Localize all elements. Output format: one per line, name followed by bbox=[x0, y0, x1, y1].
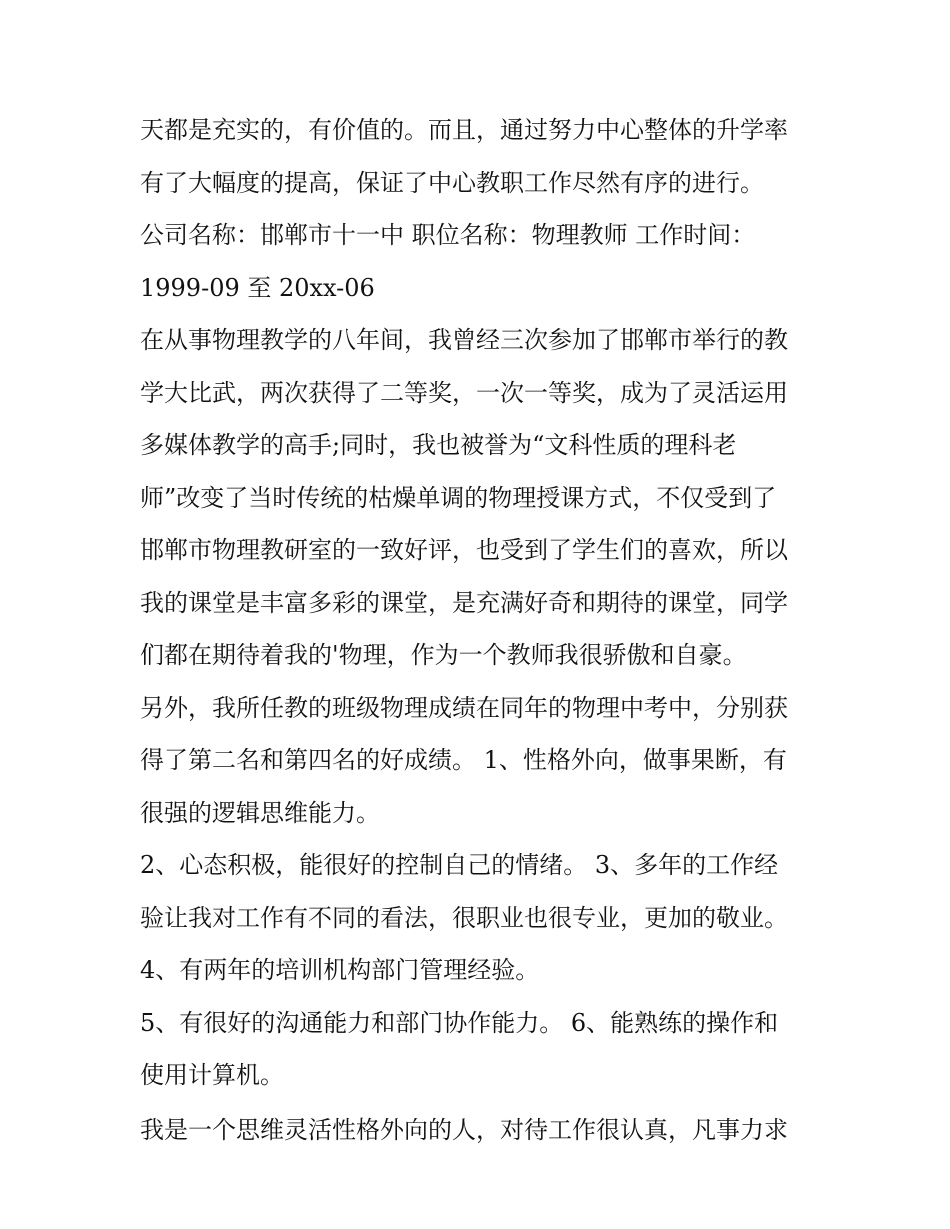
text-line: 们都在期待着我的'物理，作为一个教师我很骄傲和自豪。 bbox=[140, 641, 747, 669]
text-line: 2、心态积极，能很好的控制自己的情绪。 3、多年的工作经 bbox=[140, 851, 779, 879]
text-line: 我的课堂是丰富多彩的课堂，是充满好奇和期待的课堂，同学 bbox=[140, 588, 788, 617]
text-line: 另外，我所任教的班级物理成绩在同年的物理中考中，分别获 bbox=[140, 693, 788, 722]
text-line: 邯郸市物理教研室的一致好评，也受到了学生们的喜欢，所以 bbox=[140, 536, 788, 564]
text-line: 天都是充实的，有价值的。而且，通过努力中心整体的升学率 bbox=[140, 116, 788, 144]
text-line: 有了大幅度的提高，保证了中心教职工作尽然有序的进行。 bbox=[140, 168, 764, 197]
text-line: 5、有很好的沟通能力和部门协作能力。 6、能熟练的操作和 bbox=[140, 1008, 779, 1037]
text-line: 4、有两年的培训机构部门管理经验。 bbox=[140, 956, 540, 984]
text-line: 很强的逻辑思维能力。 bbox=[140, 798, 380, 827]
text-line: 在从事物理教学的八年间，我曾经三次参加了邯郸市举行的教 bbox=[140, 326, 788, 354]
body-text bbox=[140, 108, 830, 1160]
text-line: 得了第二名和第四名的好成绩。 1、性格外向，做事果断，有 bbox=[140, 746, 787, 774]
text-line: 学大比武，两次获得了二等奖，一次一等奖，成为了灵活运用 bbox=[140, 378, 788, 407]
text-line: 我是一个思维灵活性格外向的人，对待工作很认真，凡事力求 bbox=[140, 1115, 788, 1144]
text-line: 公司名称：邯郸市十一中 职位名称：物理教师 工作时间： bbox=[140, 221, 756, 249]
text-line: 师”改变了当时传统的枯燥单调的物理授课方式，不仅受到了 bbox=[140, 483, 777, 512]
text-line: 使用计算机。 bbox=[140, 1061, 284, 1089]
text-line: 多媒体教学的高手;同时，我也被誉为“文科性质的理科老 bbox=[140, 431, 737, 459]
text-line: 1999-09 至 20xx-06 bbox=[140, 273, 375, 302]
text-line: 验让我对工作有不同的看法，很职业也很专业，更加的敬业。 bbox=[140, 903, 788, 932]
